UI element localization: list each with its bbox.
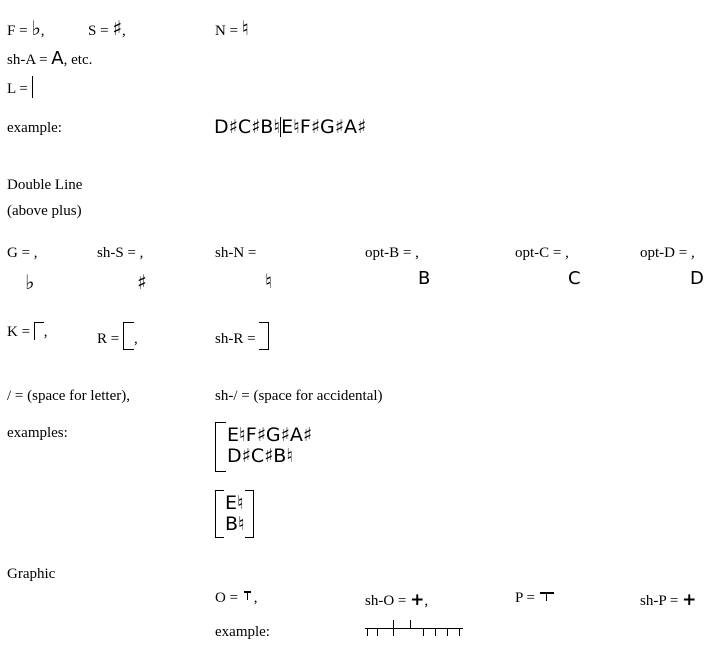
bracket-left-icon [123,322,134,350]
legend-optd-value: D [690,268,704,289]
legend-s-row [88,18,126,40]
legend-shn-natural-icon: ♮ [265,269,273,293]
legend-s-comma: , [122,23,126,39]
section-heading-graphic: Graphic [7,566,56,582]
legend-shr-label: sh-R = [215,331,260,347]
legend-sha-label: sh-A = [7,52,52,68]
legend-k-comma: , [43,324,48,340]
example-notes-right: E♮F♯G♯A♯ [281,116,367,138]
legend-shs-label: sh-S = , [97,245,144,261]
legend-sha-tail: , etc. [63,52,93,68]
legend-optd-label: opt-D = , [640,245,695,261]
bracket-right-icon [245,490,254,538]
example-stack-1-top: E♮F♯G♯A♯ [227,423,313,446]
legend-optc-label: opt-C = , [515,245,569,261]
legend-s-label: S = [88,23,113,39]
legend-l-row [7,76,33,98]
legend-sho-row [365,590,428,610]
example-stack-2-bottom: B♮ [225,513,245,535]
bracket-right-icon [259,322,269,350]
legend-p-row [515,590,555,607]
bracket-top-left-icon [34,322,44,340]
legend-sho-comma: , [424,593,429,609]
example-stack-2 [215,490,254,538]
graphic-example-figure [365,622,463,642]
vertical-line-icon [32,76,34,98]
legend-shs-sharp-icon: ♯ [137,270,147,294]
legend-f-comma: , [40,23,45,39]
legend-p-label: P = [515,590,539,606]
graphic-p-icon [539,590,555,604]
legend-o-row [215,590,258,607]
legend-optc-value: C [568,268,581,289]
legend-sha-row [7,48,92,69]
legend-g-flat-icon: ♭ [25,270,35,294]
example-label-1: example: [7,120,62,136]
legend-n-row [215,18,249,40]
legend-shp-row [640,590,696,610]
graphic-o-icon [242,590,254,604]
legend-n-label: N = [215,23,242,39]
legend-optb-value: B [418,268,431,289]
legend-k-label: K = [7,324,34,340]
flat-icon: ♭ [31,16,41,40]
example-value-1 [214,116,366,138]
legend-r-row [97,322,138,350]
legend-shn-label: sh-N = [215,245,257,261]
legend-shr-row [215,322,269,350]
legend-o-label: O = [215,590,242,606]
example-notes-left: D♯C♯B♮ [214,116,281,138]
legend-o-comma: , [253,590,258,606]
bracket-left-icon [215,490,224,538]
example-stack-1 [215,422,312,470]
legend-f-row [7,18,45,40]
example-label-2: example: [215,624,270,640]
legend-g-label: G = , [7,245,38,261]
legend-r-comma: , [133,331,138,347]
legend-k-row [7,322,48,341]
section-heading-double-line: Double Line [7,177,83,193]
legend-optb-label: opt-B = , [365,245,419,261]
legend-sho-label: sh-O = [365,593,411,609]
legend-sha-value: A [51,48,64,69]
tick-sequence-icon [365,622,463,640]
legend-l-label: L = [7,81,32,97]
example-stack-2-top: E♮ [225,491,244,514]
bracket-left-icon [215,422,226,472]
legend-r-label: R = [97,331,123,347]
legend-sh-slash-label: sh-/ = (space for accidental) [215,388,383,404]
example-stack-1-bottom: D♯C♯B♮ [227,445,294,467]
sharp-icon: ♯ [112,16,122,40]
natural-icon: ♮ [241,16,249,40]
graphic-plus-icon: + [410,590,425,610]
legend-shp-label: sh-P = [640,593,683,609]
graphic-plus-icon: + [682,590,697,610]
legend-f-label: F = [7,23,32,39]
section-subtitle-above-plus: (above plus) [7,203,82,219]
legend-slash-label: / = (space for letter), [7,388,130,404]
examples-label: examples: [7,425,68,441]
